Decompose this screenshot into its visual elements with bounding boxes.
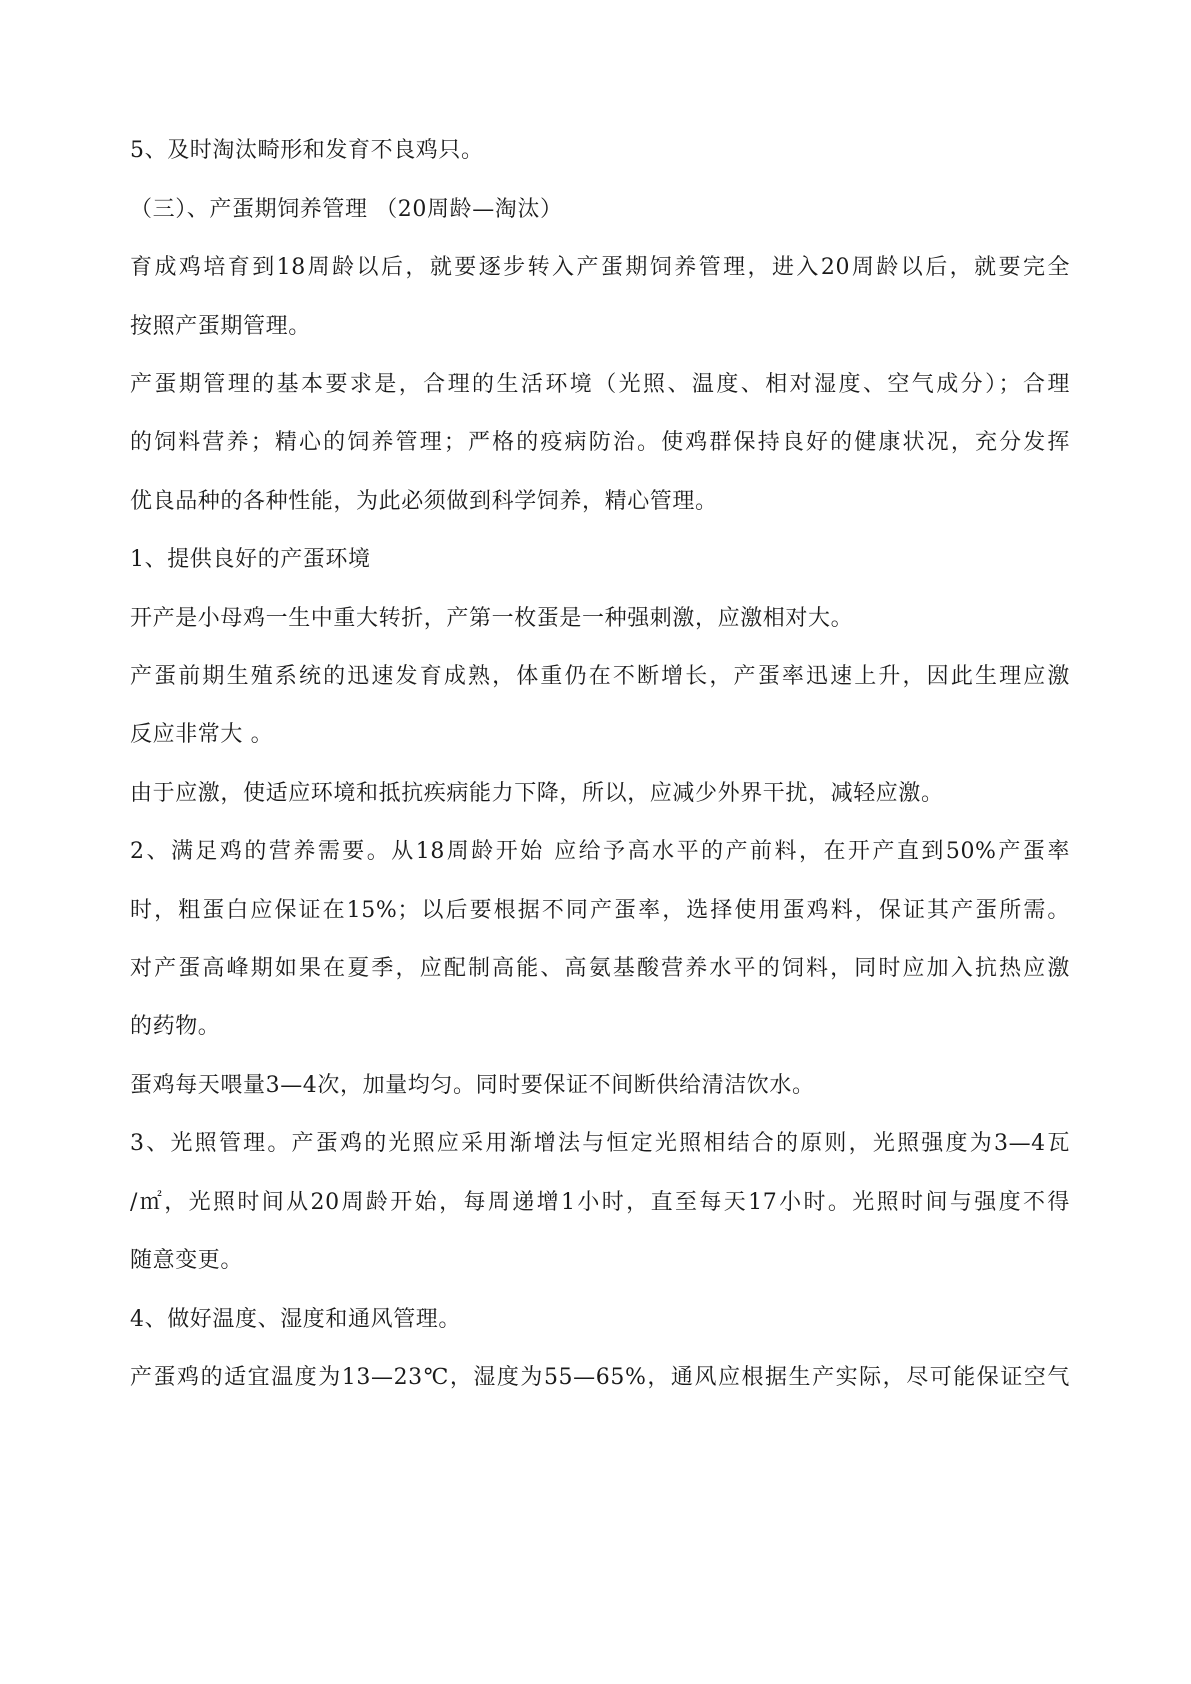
section-heading-laying-period: （三）、产蛋期饲养管理 （20周龄—淘汰）	[130, 197, 563, 222]
paragraph-line: 产蛋期管理的基本要求是，合理的生活环境（光照、温度、相对湿度、空气成分）；合理	[130, 372, 1070, 397]
paragraph-line: 时，粗蛋白应保证在15%；以后要根据不同产蛋率，选择使用蛋鸡料，保证其产蛋所需。	[130, 898, 1070, 923]
paragraph-line: 产蛋前期生殖系统的迅速发育成熟，体重仍在不断增长，产蛋率迅速上升，因此生理应激	[130, 664, 1070, 689]
paragraph-line: 蛋鸡每天喂量3—4次，加量均匀。同时要保证不间断供给清洁饮水。	[130, 1073, 815, 1098]
item-1-heading: 1、提供良好的产蛋环境	[130, 547, 371, 572]
item-2-nutrition: 2、满足鸡的营养需要。从18周龄开始 应给予高水平的产前料，在开产直到50%产蛋率	[130, 839, 1070, 864]
item-4-heading: 4、做好温度、湿度和通风管理。	[130, 1307, 461, 1332]
item-3-lighting: 3、光照管理。产蛋鸡的光照应采用渐增法与恒定光照相结合的原则，光照强度为3—4瓦	[130, 1131, 1070, 1156]
paragraph-line: /㎡，光照时间从20周龄开始，每周递增1小时，直至每天17小时。光照时间与强度不得	[130, 1190, 1070, 1215]
paragraph-line: 的药物。	[130, 1014, 221, 1039]
paragraph-line: 开产是小母鸡一生中重大转折，产第一枚蛋是一种强刺激，应激相对大。	[130, 606, 854, 631]
paragraph-line: 的饲料营养；精心的饲养管理；严格的疫病防治。使鸡群保持良好的健康状况，充分发挥	[130, 430, 1070, 455]
paragraph-line: 产蛋鸡的适宜温度为13—23℃，湿度为55—65%，通风应根据生产实际，尽可能保证空气	[130, 1365, 1070, 1390]
paragraph-line: 优良品种的各种性能，为此必须做到科学饲养，精心管理。	[130, 489, 718, 514]
paragraph-line: 反应非常大 。	[130, 722, 274, 747]
paragraph-line: 由于应激，使适应环境和抵抗疾病能力下降，所以，应减少外界干扰，减轻应激。	[130, 781, 944, 806]
paragraph-line: 按照产蛋期管理。	[130, 314, 311, 339]
item-5-cull-deformed: 5、及时淘汰畸形和发育不良鸡只。	[130, 138, 484, 163]
paragraph-line: 育成鸡培育到18周龄以后，就要逐步转入产蛋期饲养管理，进入20周龄以后，就要完全	[130, 255, 1070, 280]
paragraph-line: 随意变更。	[130, 1248, 244, 1273]
paragraph-line: 对产蛋高峰期如果在夏季，应配制高能、高氨基酸营养水平的饲料，同时应加入抗热应激	[130, 956, 1070, 981]
